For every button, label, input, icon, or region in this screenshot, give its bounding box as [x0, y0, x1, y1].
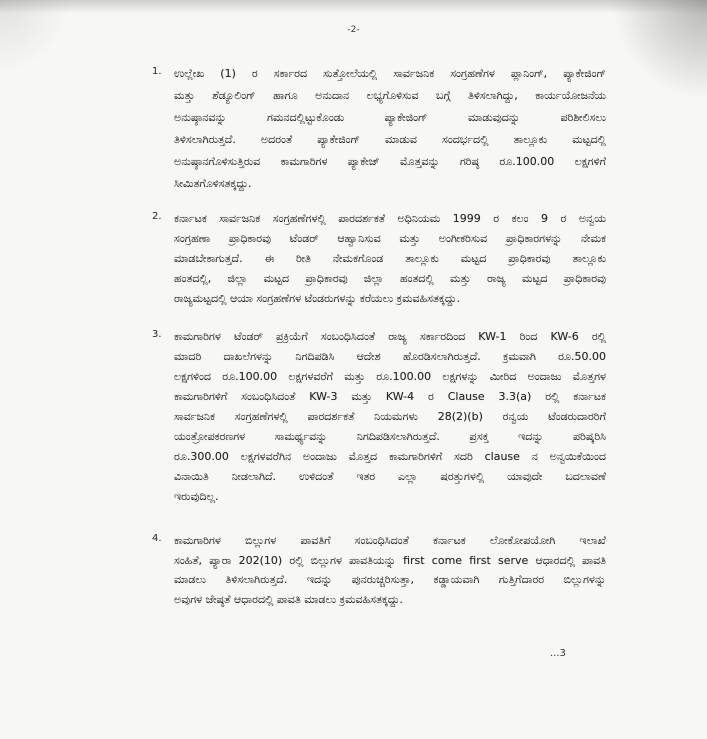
text-line: ಲಕ್ಷಗಳಿಂದ ರೂ.100.00 ಲಕ್ಷಗಳವರೆಗೆ ಮತ್ತು ರೂ.100.00 ಲಕ್ಷಗಳನ್ನು ಮೀರಿದ ಅಂದಾಜು ಮೊತ್ತಗಳ [174, 370, 606, 383]
text-line: ರೂ.300.00 ಲಕ್ಷಗಳವರೆಗಿನ ಅಂದಾಜು ಮೊತ್ತದ ಕಾಮಗಾರಿಗಳಿಗೆ ಸದರಿ clause ನ ಅನ್ವಯಿಕೆಯಿಂದ [174, 450, 606, 463]
item-number: 4. [152, 533, 162, 544]
item-text [174, 531, 606, 609]
text-line: ಕಾಮಗಾರಿಗಳಿಗೆ ಸಂಬಂಧಿಸಿದಂತೆ KW-3 ಮತ್ತು KW-4 ರ Clause 3.3(a) ರಲ್ಲಿ ಕರ್ನಾಟಕ [174, 390, 606, 403]
item-text [174, 209, 606, 309]
text-line: ಯಂತ್ರೋಪಕರಣಗಳ ಸಾಮರ್ಥ್ಯವನ್ನು ನಿಗದಿಪಡಿಸಲಾಗಿರುತ್ತದೆ. ಪ್ರಸಕ್ತ ಇದನ್ನು ಪರಿಷ್ಕರಿಸಿ [174, 430, 606, 443]
text-line: ಮಾದರಿ ದಾಖಲೆಗಳನ್ನು ನಿಗದಿಪಡಿಸಿ ಆದೇಶ ಹೊರಡಿಸಲಾಗಿರುತ್ತದೆ. ಕ್ರಮವಾಗಿ ರೂ.50.00 [174, 350, 606, 363]
text-line: ಕಾಮಗಾರಿಗಳ ಟೆಂಡರ್ ಪ್ರಕ್ರಿಯೆಗೆ ಸಂಬಂಧಿಸಿದಂತೆ ರಾಜ್ಯ ಸರ್ಕಾರದಿಂದ KW-1 ರಿಂದ KW-6 ರಲ್ಲಿ [174, 330, 606, 343]
text-line: ಸಾರ್ವಜನಿಕ ಸಂಗ್ರಹಣೆಗಳಲ್ಲಿ ಪಾರದರ್ಶಕತೆ ನಿಯಮಗಳು 28(2)(b) ರನ್ವಯ ಟೆಂಡರುದಾರರಿಗೆ [174, 410, 606, 423]
text-line: ಮಾಡಬೇಕಾಗುತ್ತದೆ. ಈ ರೀತಿ ನೇಮಕಗೊಂಡ ತಾಲ್ಲೂಕು ಮಟ್ಟದ ಪ್ರಾಧಿಕಾರವು ತಾಲ್ಲೂಕು [174, 252, 606, 265]
text-line: ಕಾಮಗಾರಿಗಳ ಬಿಲ್ಲುಗಳ ಪಾವತಿಗೆ ಸಂಬಂಧಿಸಿದಂತೆ ಕರ್ನಾಟಕ ಲೋಕೋಪಯೋಗಿ ಇಲಾಖೆ [174, 534, 606, 547]
text-line: ರಾಜ್ಯಮಟ್ಟದಲ್ಲಿ ಆಯಾ ಸಂಗ್ರಹಣೆಗಳ ಟೆಂಡರುಗಳನ್ನು ಕರೆಯಲು ಕ್ರಮವಹಿಸತಕ್ಕದ್ದು. [174, 292, 460, 305]
text-line: ಕರ್ನಾಟಕ ಸಾರ್ವಜನಿಕ ಸಂಗ್ರಹಣೆಗಳಲ್ಲಿ ಪಾರದರ್ಶಕತೆ ಅಧಿನಿಯಮ 1999 ರ ಕಲಂ 9 ರ ಅನ್ವಯ [174, 212, 606, 225]
text-line: ಅನುಷ್ಠಾನವನ್ನು ಗಮನದಲ್ಲಿಟ್ಟುಕೊಂಡು ಪ್ಯಾಕೇಜಿಂಗ್ ಮಾಡುವುದನ್ನು ಪರಿಶೀಲಿಸಲು [174, 111, 606, 124]
next-page-marker: ...3 [550, 648, 566, 659]
item-number: 3. [152, 329, 162, 340]
text-line: ಉಲ್ಲೇಖ (1) ರ ಸರ್ಕಾರದ ಸುತ್ತೋಲೆಯಲ್ಲಿ ಸಾರ್ವಜನಿಕ ಸಂಗ್ರಹಣೆಗಳ ಪ್ಲಾನಿಂಗ್, ಪ್ಯಾಕೇಜಿಂಗ್ [174, 67, 606, 80]
text-line: ಮಾಡಲು ತಿಳಿಸಲಾಗಿರುತ್ತದೆ. ಇದನ್ನು ಪುನರುಚ್ಚರಿಸುತ್ತಾ, ಕಡ್ಡಾಯವಾಗಿ ಗುತ್ತಿಗೆದಾರರ ಬಿಲ್ಲುಗಳನ್ನು [174, 573, 606, 586]
text-line: ಹಂತದಲ್ಲಿ, ಜಿಲ್ಲಾ ಮಟ್ಟದ ಪ್ರಾಧಿಕಾರವು ಜಿಲ್ಲಾ ಹಂತದಲ್ಲಿ ಮತ್ತು ರಾಜ್ಯ ಮಟ್ಟದ ಪ್ರಾಧಿಕಾರವು [174, 272, 606, 285]
item-text [174, 63, 606, 195]
text-line: ಸಂಹಿತೆ, ಪ್ಯಾರಾ 202(10) ರಲ್ಲಿ ಬಿಲ್ಲುಗಳ ಪಾವತಿಯನ್ನು first come first serve ಆಧಾರದಲ್ಲಿ ಪಾವತಿ [174, 553, 606, 567]
text-line: ಅವುಗಳ ಜೇಷ್ಠತೆ ಆಧಾರದಲ್ಲಿ ಪಾವತಿ ಮಾಡಲು ಕ್ರಮವಹಿಸತಕ್ಕದ್ದು. [174, 592, 403, 606]
text-line: ತಿಳಿಸಲಾಗಿರುತ್ತದೆ. ಅದರಂತೆ ಪ್ಯಾಕೇಜಿಂಗ್ ಮಾಡುವ ಸಂದರ್ಭದಲ್ಲಿ ತಾಲ್ಲೂಕು ಮಟ್ಟದಲ್ಲಿ [174, 133, 606, 146]
text-line: ಸಂಗ್ರಹಣಾ ಪ್ರಾಧಿಕಾರವು ಟೆಂಡರ್ ಆಹ್ವಾನಿಸುವ ಮತ್ತು ಅಂಗೀಕರಿಸುವ ಪ್ರಾಧಿಕಾರಗಳನ್ನು ನೇಮಕ [174, 232, 606, 245]
text-line: ಇರುವುದಿಲ್ಲ. [174, 490, 219, 503]
text-line: ಸೀಮಿತಗೊಳಿಸತಕ್ಕದ್ದು. [174, 177, 252, 190]
item-number: 2. [152, 211, 162, 222]
text-line: ವಿನಾಯಿತಿ ನೀಡಲಾಗಿದೆ. ಉಳಿದಂತೆ ಇತರ ಎಲ್ಲಾ ಷರತ್ತುಗಳಲ್ಲಿ ಯಾವುದೇ ಬದಲಾವಣೆ [174, 470, 606, 483]
text-line: ಅನುಷ್ಠಾನಗೊಳಿಸುತ್ತಿರುವ ಕಾಮಗಾರಿಗಳ ಪ್ಯಾಕೇಜ್ ಮೊತ್ತವನ್ನು ಗರಿಷ್ಠ ರೂ.100.00 ಲಕ್ಷಗಳಿಗೆ [174, 155, 606, 168]
item-text [174, 327, 606, 507]
item-number: 1. [152, 66, 162, 77]
text-line: ಮತ್ತು ಶೆಡ್ಯೂಲಿಂಗ್ ಹಾಗೂ ಅನುದಾನ ಲಭ್ಯಗೊಳಿಸುವ ಬಗ್ಗೆ ತಿಳಿಸಲಾಗಿದ್ದು, ಕಾರ್ಯಯೋಜನೆಯ [174, 89, 606, 102]
page-number: -2- [347, 25, 360, 35]
